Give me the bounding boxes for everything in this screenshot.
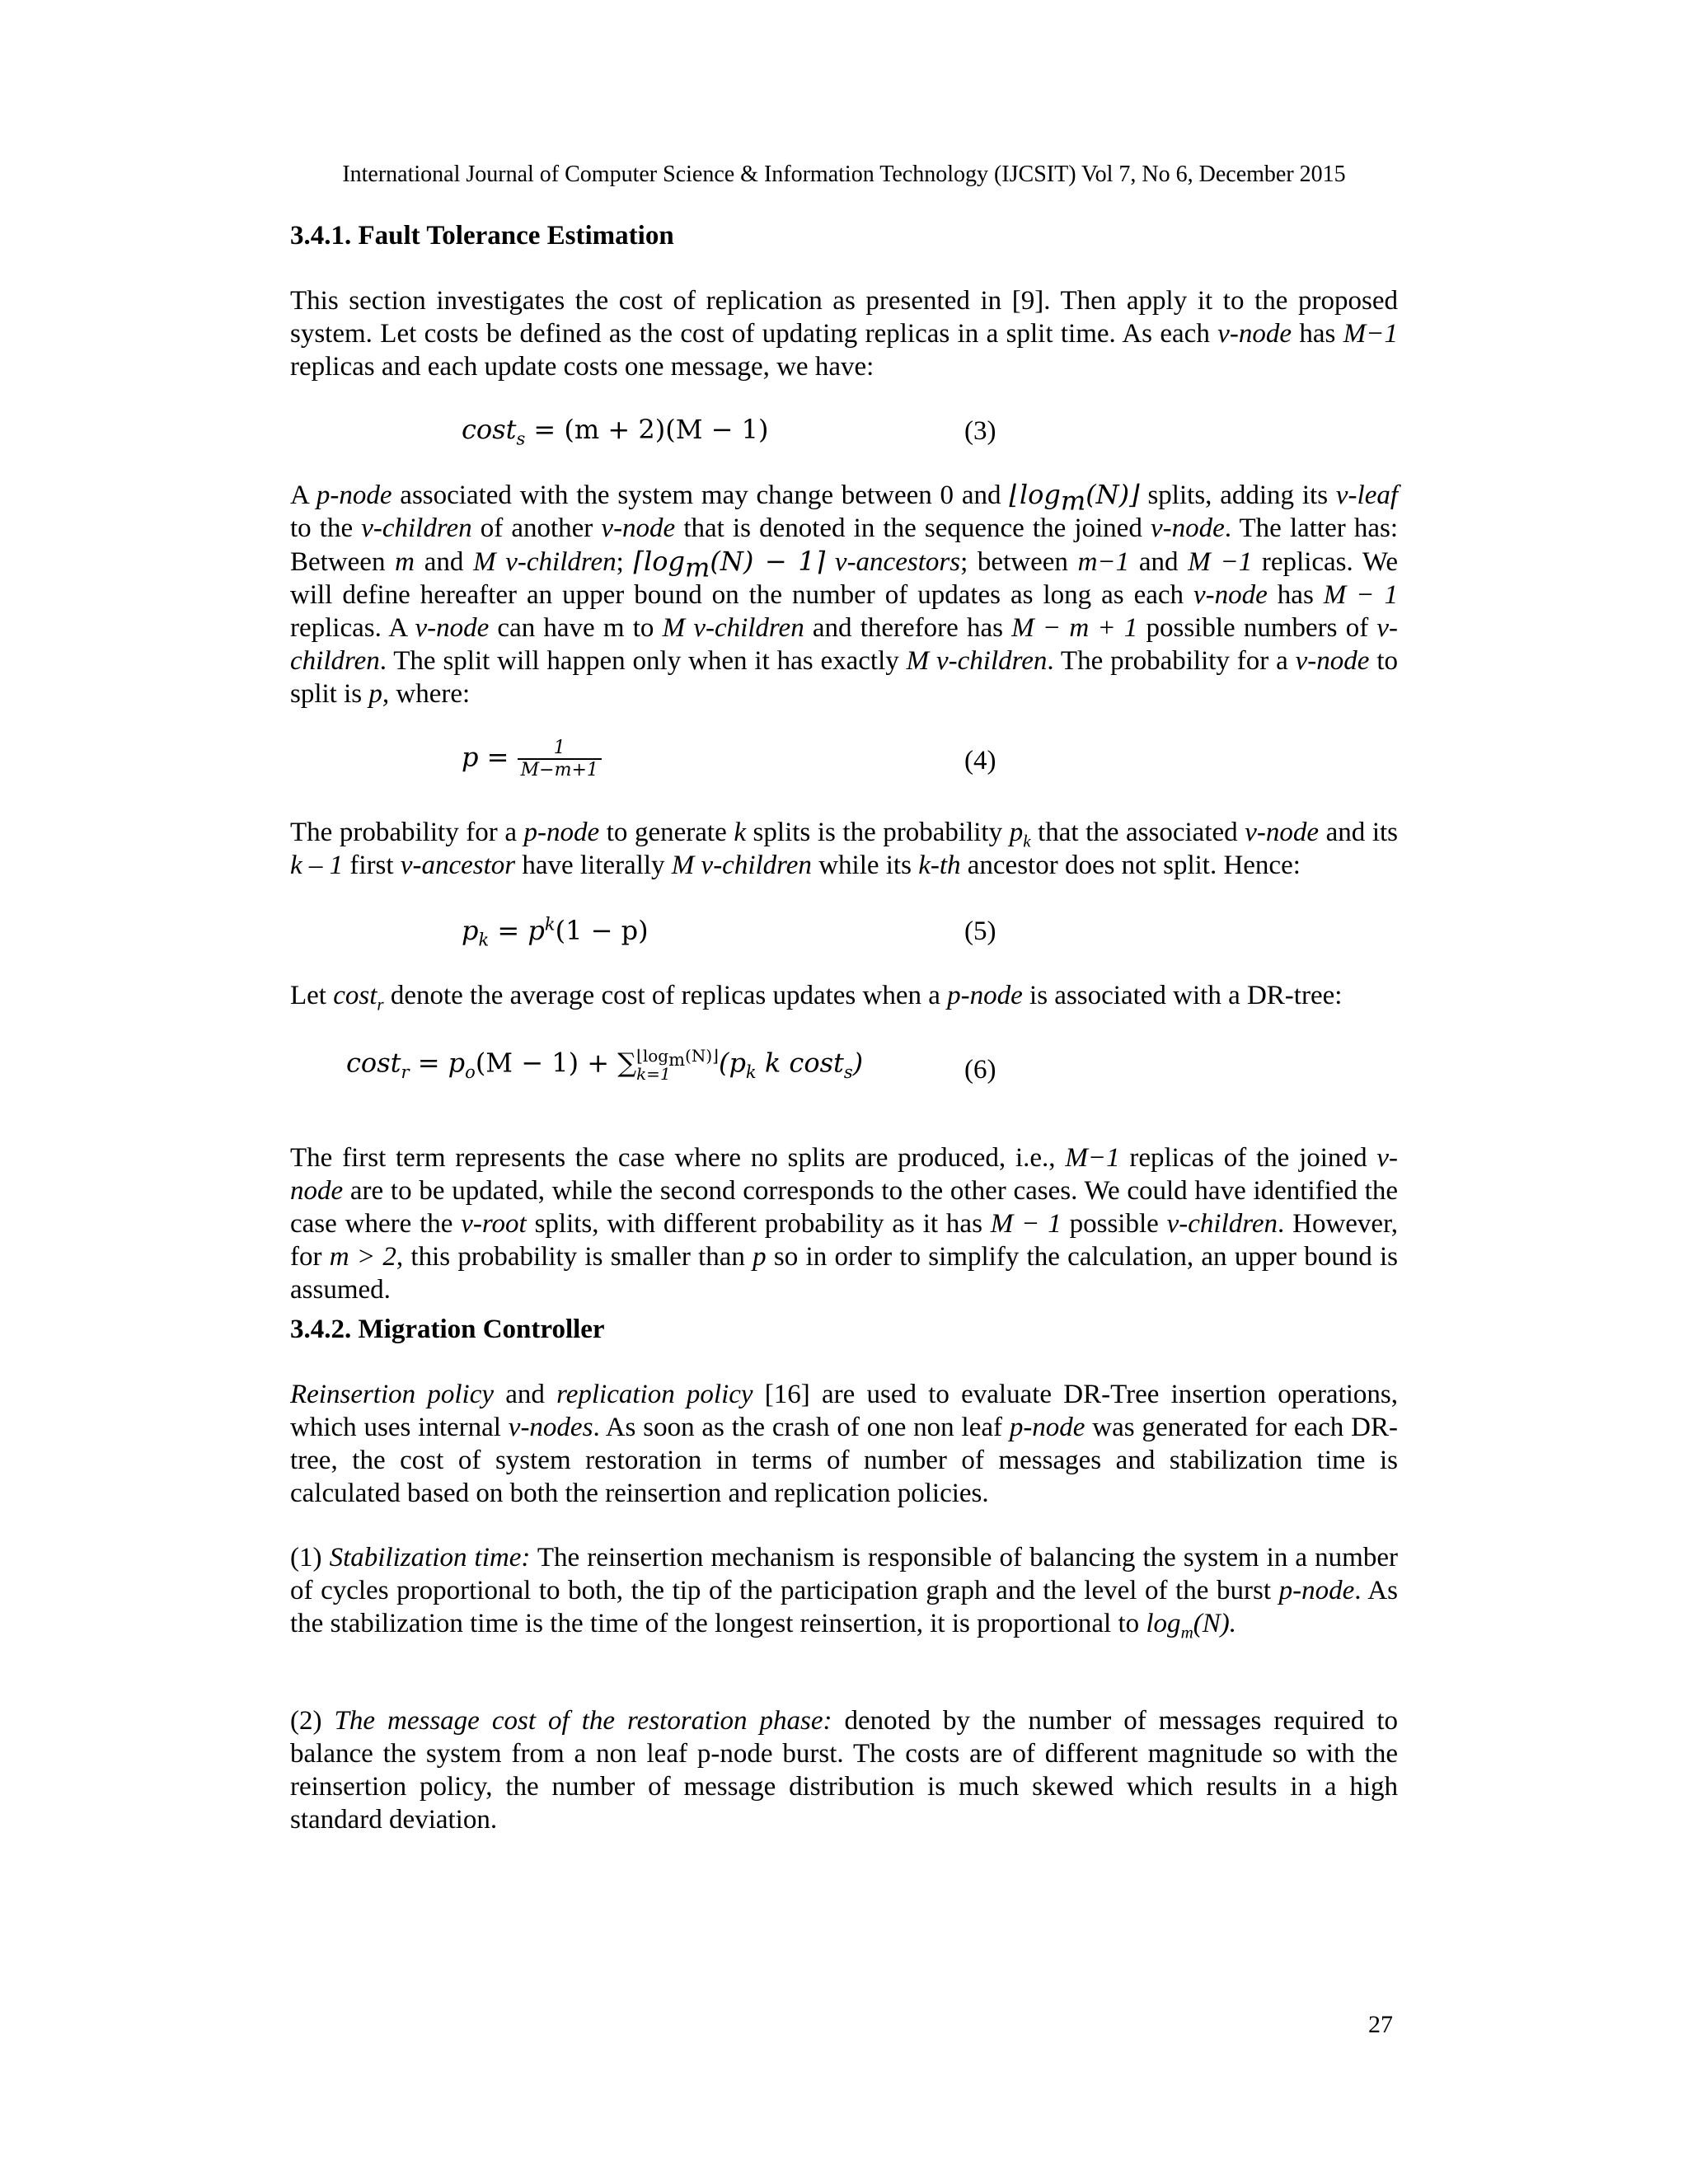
paragraph-341-2: A p-node associated with the system may change between 0 and $⌊\log_m(N)⌋$ splits, adding its v-leaf to the v-children of another v-node that is denoted in the sequence the joined v-node. The latter has: Between m and M v-children; $⌈\log_m(N)$ − 1⌉ v-ancestors; between m−1 and M −1 replicas. We will define hereafter an upper bound on the number of updates as long as each v-node has M − 1 replicas. A v-node can have m to M v-children and therefore has M − m + 1 possible numbers of v-children. The split will happen only when it has exactly M v-children. The probability for a v-node to split is p, where: bbox=[290, 479, 1399, 709]
equation-3: cost$_s$ = (m + 2)(M − 1) bbox=[462, 414, 769, 449]
paragraph-342-2: (1) Stabilization time: The reinsertion mechanism is responsible of balancing the system in a number of cycles proportional to both, the tip of the participation graph and the level of the burst p-node. As the stabilization time is the time of the longest reinsertion, it is proportional to $\log_m(N)$. bbox=[290, 1543, 1398, 1643]
paragraph-342-3: (2) The message cost of the restoration phase: denoted by the number of messages required to balance the system from a non leaf p-node burst. The costs are of different magnitude so with the reinsertion policy, the number of message distribution is much skewed which results in a high standard deviation. bbox=[290, 1706, 1398, 1835]
page-number: 27 bbox=[1368, 2011, 1393, 2038]
equation-4-number: (4) bbox=[964, 746, 996, 776]
equation-6-number: (6) bbox=[964, 1055, 996, 1085]
equation-5: $p_k = p^k(1 - p)$ bbox=[462, 914, 649, 950]
equation-6: $\cos t_r = p_o(M - 1)$ + ∑ $⌊\log_m(N)⌋$ k=1 ($p_k$ k cost$_s$) bbox=[346, 1046, 864, 1084]
equation-5-number: (5) bbox=[964, 916, 996, 946]
paragraph-341-5: The first term represents the case where no splits are produced, i.e., M−1 replicas of the joined v-node are to be updated, while the second corresponds to the other cases. We could have identified the case where the v-root splits, with different probability as it has M − 1 possible v-children. However, for m > 2, this probability is smaller than p so in order to simplify the calculation, an upper bound is assumed. bbox=[290, 1143, 1398, 1305]
journal-header: International Journal of Computer Science & Information Technology (IJCSIT) Vol 7, No 6, December 2015 bbox=[342, 162, 1346, 187]
section-heading-342: 3.4.2. Migration Controller bbox=[290, 1315, 605, 1344]
paragraph-341-4: Let cost$_r$ denote the average cost of replicas updates when a p-node is associated with a DR-tree: bbox=[290, 981, 1343, 1015]
equation-3-number: (3) bbox=[964, 416, 996, 446]
section-heading-341: 3.4.1. Fault Tolerance Estimation bbox=[290, 221, 674, 251]
paragraph-341-1: This section investigates the cost of replication as presented in [9]. Then apply it to the proposed system. Let costs be defined as the cost of updating replicas in a split time. As each v-node has M−1 replicas and each update costs one message, we have: bbox=[290, 286, 1398, 382]
paragraph-341-3: The probability for a p-node to generate k splits is the probability $p_k$ that the associated v-node and its k – 1 first v-ancestor have literally M v-children while its k-th ancestor does not split. Hence: bbox=[290, 818, 1399, 880]
equation-4: p = $\frac{1}{M-m+1}$ bbox=[462, 738, 602, 780]
paragraph-342-1: Reinsertion policy and replication policy [16] are used to evaluate DR-Tree insertion operations, which uses internal v-nodes. As soon as the crash of one non leaf p-node was generated for each DR-tree, the cost of system restoration in terms of number of messages and stabilization time is calculated based on both the reinsertion and replication policies. bbox=[290, 1380, 1399, 1508]
